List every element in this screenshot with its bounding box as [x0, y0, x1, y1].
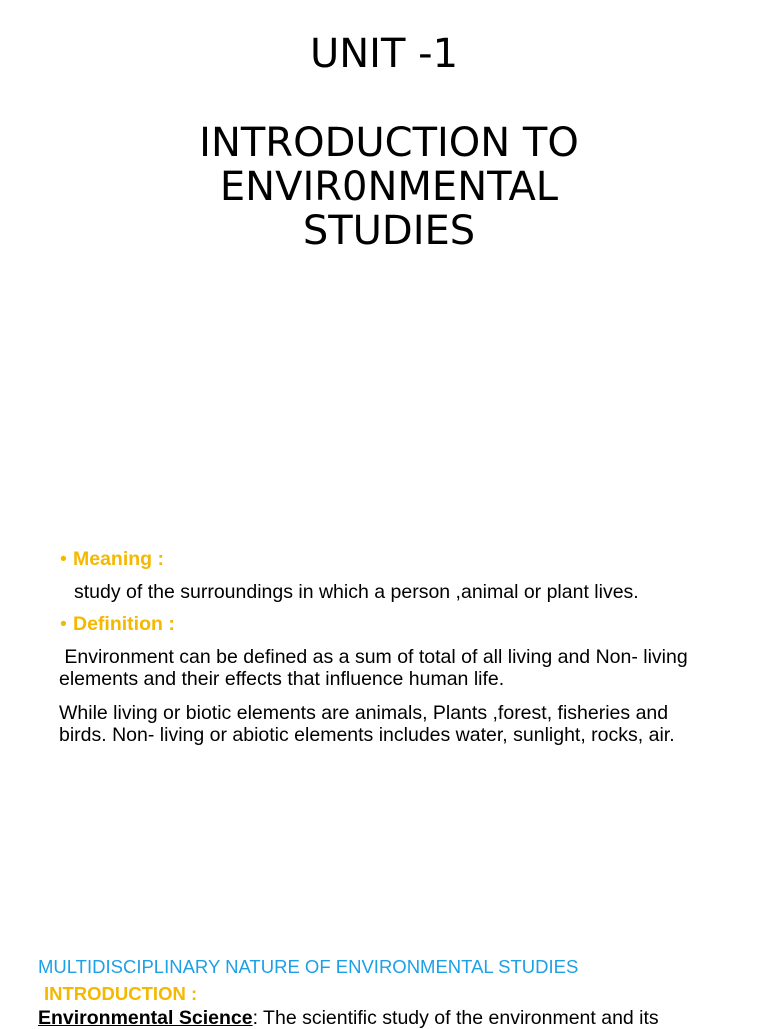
bullet-icon: • — [60, 613, 67, 635]
definition-body: Environment can be defined as a sum of total of all living and Non- living elements and their effects that influence human life. — [59, 646, 688, 690]
main-title — [0, 121, 768, 253]
environmental-science-definition: : The scientific study of the environment and its — [252, 1007, 659, 1029]
definition-label: Definition : — [73, 613, 175, 635]
unit-title: UNIT -1 — [309, 31, 459, 77]
title-line: INTRODUCTION TO — [199, 120, 579, 166]
multidisciplinary-heading: MULTIDISCIPLINARY NATURE OF ENVIRONMENTAL STUDIES — [38, 956, 579, 977]
title-line: STUDIES — [302, 208, 476, 254]
meaning-label: Meaning : — [73, 548, 164, 570]
environmental-science-text — [38, 1007, 758, 1029]
title-line: ENVIR0NMENTAL — [219, 164, 559, 210]
biotic-text: While living or biotic elements are animals, Plants ,forest, fisheries and birds. Non- living or abiotic elements includes water, sunlight, rocks, air. — [59, 702, 675, 746]
bullet-icon: • — [60, 548, 67, 570]
definition-heading — [60, 613, 175, 635]
definition-text — [59, 646, 709, 690]
introduction-label: INTRODUCTION : — [44, 983, 198, 1004]
environmental-science-term: Environmental Science — [38, 1007, 253, 1029]
meaning-text: study of the surroundings in which a person ,animal or plant lives. — [74, 581, 639, 603]
meaning-heading — [60, 548, 164, 570]
